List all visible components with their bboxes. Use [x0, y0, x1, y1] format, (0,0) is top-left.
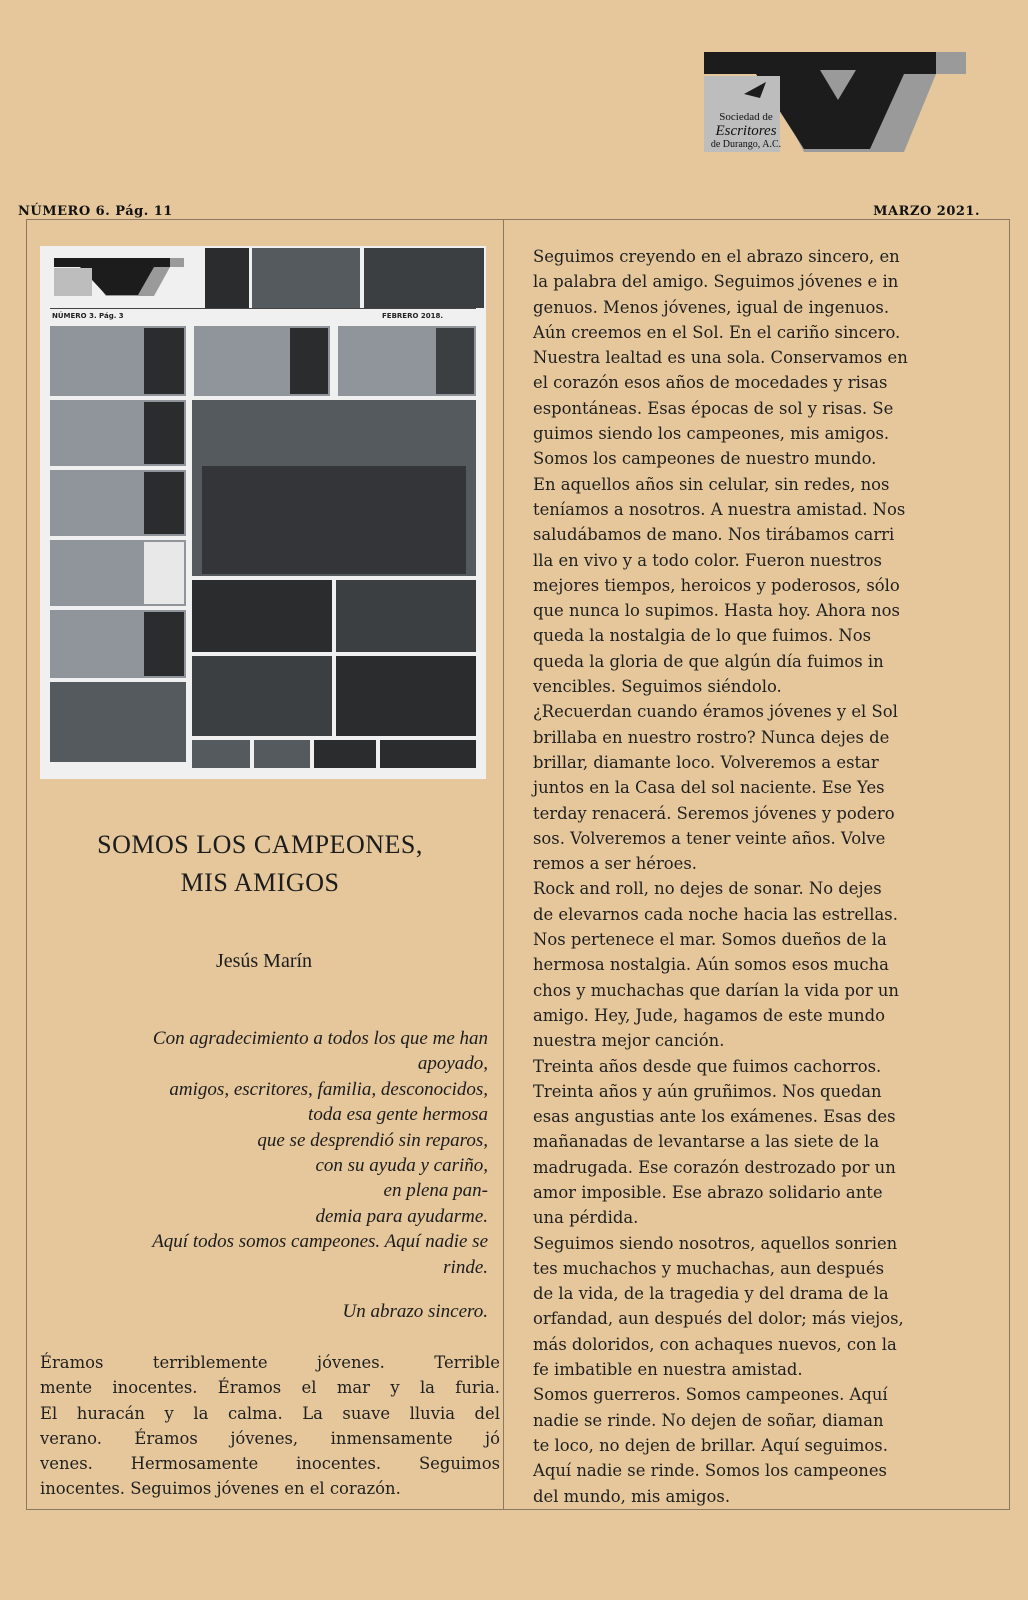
dedication-line: rinde. [443, 1256, 488, 1278]
dedication-line: apoyado, [417, 1053, 488, 1075]
body-line: orfandad, aun después del dolor; más viejos, [533, 1309, 904, 1329]
right-column-text [533, 244, 993, 1509]
left-column-text [40, 1350, 500, 1502]
thumb-photo [192, 656, 332, 736]
body-line: queda la gloria de que algún día fuimos in [533, 651, 884, 671]
body-line: vencibles. Seguimos siéndolo. [533, 677, 782, 697]
body-line: Treinta años y aún gruñimos. Nos quedan [533, 1081, 882, 1101]
body-line: juntos en la Casa del sol naciente. Ese Yes [533, 778, 885, 798]
body-line: nadie se rinde. No dejen de soñar, diaman [533, 1410, 884, 1430]
thumb-photo [336, 656, 476, 736]
body-line: esas angustias ante los exámenes. Esas des [533, 1107, 896, 1127]
body-line: mente inocentes. Éramos el mar y la furia. [40, 1378, 500, 1398]
body-line: te loco, no dejen de brillar. Aquí seguimos. [533, 1435, 888, 1455]
body-line: que nunca lo supimos. Hasta hoy. Ahora nos [533, 601, 900, 621]
body-line: amor imposible. Ese abrazo solidario ante [533, 1182, 883, 1202]
body-line: Somos guerreros. Somos campeones. Aquí [533, 1385, 888, 1405]
body-line: una pérdida. [533, 1208, 639, 1228]
thumb-cover [144, 472, 184, 534]
body-line: guimos siendo los campeones, mis amigos. [533, 424, 890, 444]
thumb-cover [290, 328, 328, 394]
body-line: Rock and roll, no dejes de sonar. No dejes [533, 879, 882, 899]
body-line: ¿Recuerdan cuando éramos jóvenes y el Sol [533, 702, 898, 722]
body-line: el corazón esos años de mocedades y risas [533, 373, 888, 393]
body-line: brillar, diamante loco. Volveremos a estar [533, 752, 879, 772]
previous-issue-collage-image [40, 246, 486, 779]
body-line: tes muchachos y muchachas, aun después [533, 1258, 885, 1278]
body-line: chos y muchachas que darían la vida por un [533, 980, 899, 1000]
dedication-line: toda esa gente hermosa [308, 1104, 488, 1126]
thumb-cover [436, 328, 474, 394]
body-line: Aquí nadie se rinde. Somos los campeones [533, 1461, 887, 1481]
dedication-line: con su ayuda y cariño, [315, 1155, 488, 1177]
body-line: mañanadas de levantarse a las siete de la [533, 1132, 880, 1152]
title-line-2: MIS AMIGOS [180, 868, 340, 897]
body-line: Seguimos siendo nosotros, aquellos sonrien [533, 1233, 898, 1253]
thumb-date: FEBRERO 2018. [382, 312, 443, 320]
thumb-cover [144, 542, 184, 604]
logo-line-3: de Durango, A.C. [710, 139, 782, 150]
body-line: lla en vivo y a todo color. Fueron nuestros [533, 550, 882, 570]
logo-line-1: Sociedad de [719, 111, 773, 123]
article-author: Jesús Marín [215, 950, 313, 972]
dedication-signoff: Un abrazo sincero. [342, 1301, 488, 1322]
body-line: mejores tiempos, heroicos y poderosos, sólo [533, 575, 900, 595]
thumb-photo [205, 248, 249, 308]
column-divider [503, 219, 504, 1510]
thumb-cover [144, 612, 184, 676]
dedication-line: que se desprendió sin reparos, [257, 1129, 488, 1151]
thumb-photo [252, 248, 360, 308]
thumb-issue-label: NÚMERO 3. Pág. 3 [52, 312, 124, 320]
body-line: más doloridos, con achaques nuevos, con la [533, 1334, 897, 1354]
thumb-cover [144, 328, 184, 394]
body-line: espontáneas. Esas épocas de sol y risas. Se [533, 398, 894, 418]
body-line: fe imbatible en nuestra amistad. [533, 1360, 803, 1380]
body-line: Nuestra lealtad es una sola. Conservamos en [533, 348, 908, 368]
body-line: sos. Volveremos a tener veinte años. Volve [533, 828, 886, 848]
body-line: Éramos terriblemente jóvenes. Terrible [40, 1353, 500, 1372]
dedication-line: demia para ayudarme. [315, 1205, 488, 1227]
dedication-line: Con agradecimiento a todos los que me han [152, 1028, 488, 1049]
thumb-photo [336, 580, 476, 652]
thumb-logo [54, 258, 184, 298]
dedication-line: amigos, escritores, familia, desconocidos, [169, 1078, 488, 1100]
article-title [40, 826, 480, 902]
title-line-1: SOMOS LOS CAMPEONES, [97, 830, 423, 859]
thumb-photo [192, 580, 332, 652]
body-line: hermosa nostalgia. Aún somos esos mucha [533, 955, 889, 975]
thumb-photo [314, 740, 376, 768]
body-line: Nos pertenece el mar. Somos dueños de la [533, 930, 887, 950]
body-line: Seguimos creyendo en el abrazo sincero, en [533, 247, 900, 266]
body-line: verano. Éramos jóvenes, inmensamente jó [40, 1428, 500, 1448]
body-line: amigo. Hey, Jude, hagamos de este mundo [533, 1005, 885, 1025]
body-line: Treinta años desde que fuimos cachorros. [533, 1056, 882, 1076]
thumb-photo [50, 682, 186, 762]
dedication-line: en plena pan- [383, 1180, 488, 1202]
body-line: madrugada. Ese corazón destrozado por un [533, 1157, 896, 1177]
body-line: la palabra del amigo. Seguimos jóvenes e in [533, 272, 899, 292]
body-line: genuos. Menos jóvenes, igual de ingenuos. [533, 297, 890, 317]
issue-page-label: NÚMERO 6. Pág. 11 [18, 204, 173, 219]
body-line: terday renacerá. Seremos jóvenes y podero [533, 803, 895, 823]
body-line: El huracán y la calma. La suave lluvia del [40, 1403, 500, 1423]
logo-line-2: Escritores [715, 123, 777, 139]
body-line: queda la nostalgia de lo que fuimos. Nos [533, 626, 872, 646]
body-line: En aquellos años sin celular, sin redes, nos [533, 474, 890, 494]
logo-text [710, 112, 782, 150]
body-line: de elevarnos cada noche hacia las estrellas. [533, 904, 898, 924]
body-line: Aún creemos en el Sol. En el cariño sincero. [533, 322, 901, 342]
body-line: venes. Hermosamente inocentes. Seguimos [40, 1454, 500, 1474]
body-line: saludábamos de mano. Nos tirábamos carri [533, 525, 895, 545]
body-line: de la vida, de la tragedia y del drama de la [533, 1284, 889, 1304]
issue-date: MARZO 2021. [873, 204, 980, 219]
thumb-credits [380, 740, 476, 768]
body-line: nuestra mejor canción. [533, 1031, 725, 1051]
body-line: del mundo, mis amigos. [533, 1486, 731, 1506]
thumb-photo [192, 740, 250, 768]
thumb-photo [364, 248, 484, 308]
body-line: remos a ser héroes. [533, 854, 697, 874]
thumb-photo [254, 740, 310, 768]
body-line: teníamos a nosotros. A nuestra amistad. Nos [533, 499, 906, 519]
dedication-line: Aquí todos somos campeones. Aquí nadie se [152, 1231, 488, 1253]
body-line: Somos los campeones de nuestro mundo. [533, 449, 877, 469]
thumb-cover [144, 402, 184, 464]
body-line: brillaba en nuestro rostro? Nunca dejes de [533, 727, 890, 747]
body-line: inocentes. Seguimos jóvenes en el corazón. [40, 1479, 401, 1499]
thumb-group-people [202, 466, 466, 574]
thumb-rule [50, 308, 476, 309]
dedication [40, 1026, 488, 1280]
